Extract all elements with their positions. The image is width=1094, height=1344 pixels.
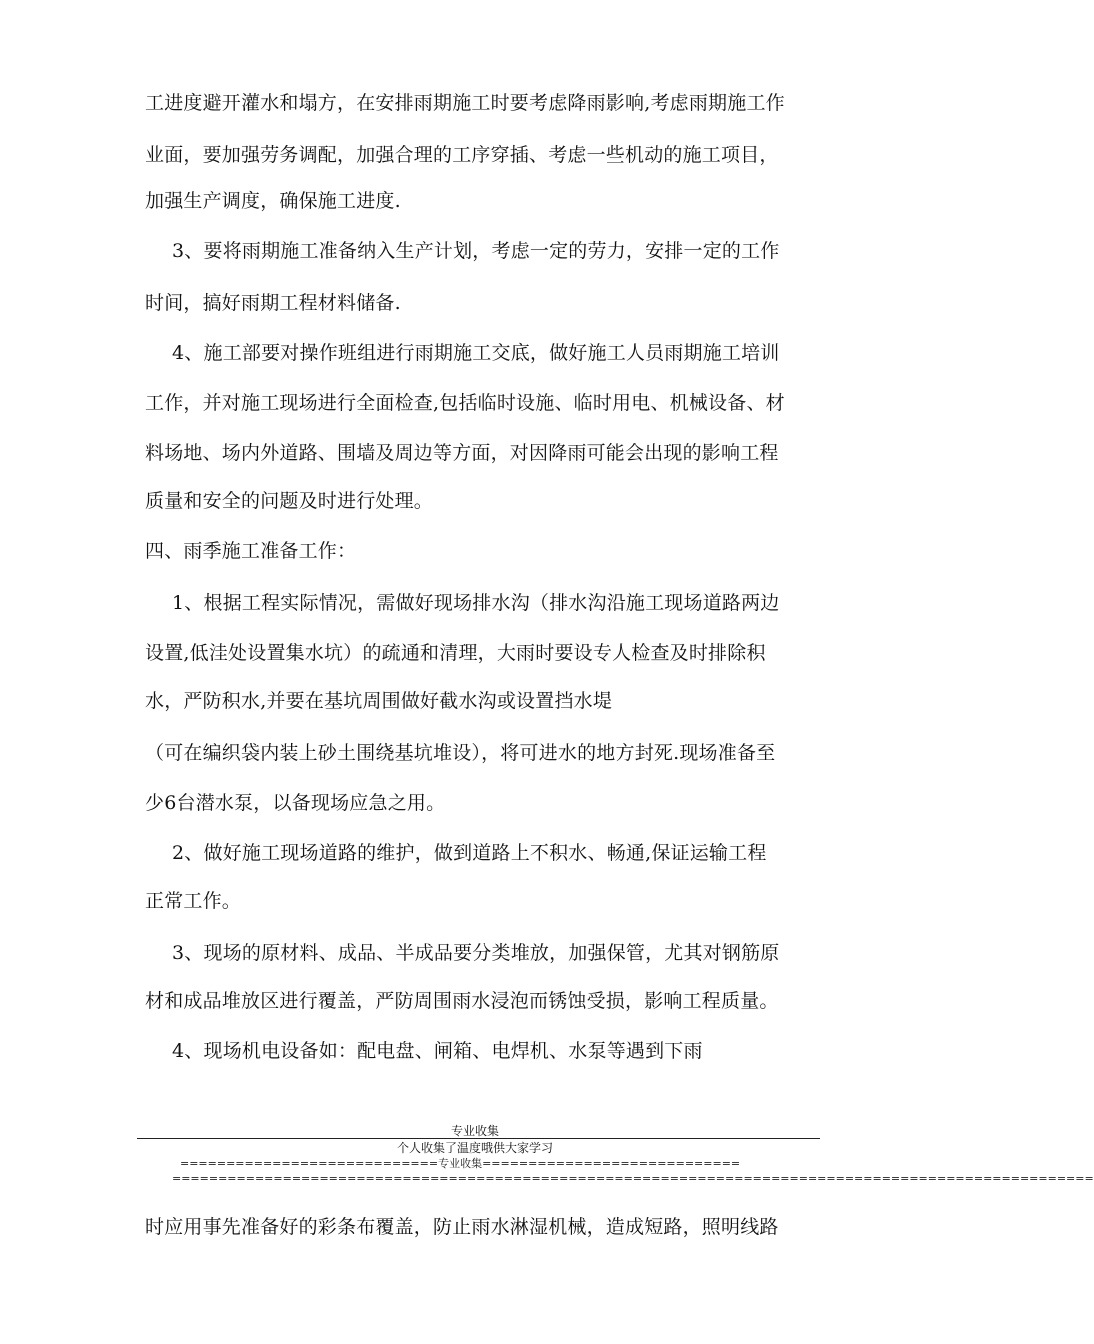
body-line: 设置,低洼处设置集水坑）的疏通和清理，大雨时要设专人检查及时排除积 — [145, 642, 766, 664]
body-line: 1、根据工程实际情况，需做好现场排水沟（排水沟沿施工现场道路两边 — [172, 592, 780, 614]
footer-separator: ============================专业收集============================ — [180, 1157, 741, 1170]
body-line: 时间，搞好雨期工程材料储备. — [145, 292, 401, 314]
body-line: 正常工作。 — [145, 890, 242, 912]
body-line: 水，严防积水,并要在基坑周围做好截水沟或设置挡水堤 — [145, 690, 613, 712]
body-line: 时应用事先准备好的彩条布覆盖，防止雨水淋湿机械，造成短路，照明线路 — [145, 1216, 779, 1238]
body-line: 工作，并对施工现场进行全面检查,包括临时设施、临时用电、机械设备、材 — [145, 392, 785, 414]
body-line: 业面，要加强劳务调配，加强合理的工序穿插、考虑一些机动的施工项目， — [145, 144, 779, 166]
body-line: 4、施工部要对操作班组进行雨期施工交底，做好施工人员雨期施工培训 — [172, 342, 780, 364]
body-line: 材和成品堆放区进行覆盖，严防周围雨水浸泡而锈蚀受损，影响工程质量。 — [145, 990, 779, 1012]
body-line: 2、做好施工现场道路的维护，做到道路上不积水、畅通,保证运输工程 — [172, 842, 767, 864]
body-line: 3、现场的原材料、成品、半成品要分类堆放，加强保管，尤其对钢筋原 — [172, 942, 780, 964]
body-line: 4、现场机电设备如：配电盘、闸箱、电焊机、水泵等遇到下雨 — [172, 1040, 703, 1062]
footer-note: 个人收集了温度哦供大家学习 — [396, 1141, 553, 1155]
section-heading: 四、雨季施工准备工作： — [145, 540, 357, 562]
body-line: 工进度避开灌水和塌方，在安排雨期施工时要考虑降雨影响,考虑雨期施工作 — [145, 92, 785, 114]
footer-header-text: 专业收集 — [450, 1124, 499, 1138]
footer-separator-full: ==================================================================================================== — [172, 1172, 1094, 1185]
body-line: 3、要将雨期施工准备纳入生产计划，考虑一定的劳力，安排一定的工作 — [172, 240, 780, 262]
body-line: 料场地、场内外道路、围墙及周边等方面，对因降雨可能会出现的影响工程 — [145, 442, 779, 464]
body-line: （可在编织袋内装上砂土围绕基坑堆设），将可进水的地方封死.现场准备至 — [145, 742, 776, 764]
body-line: 质量和安全的问题及时进行处理。 — [145, 490, 434, 512]
footer-rule — [137, 1138, 820, 1139]
body-line: 少6台潜水泵，以备现场应急之用。 — [145, 792, 446, 814]
body-line: 加强生产调度，确保施工进度. — [145, 190, 401, 212]
